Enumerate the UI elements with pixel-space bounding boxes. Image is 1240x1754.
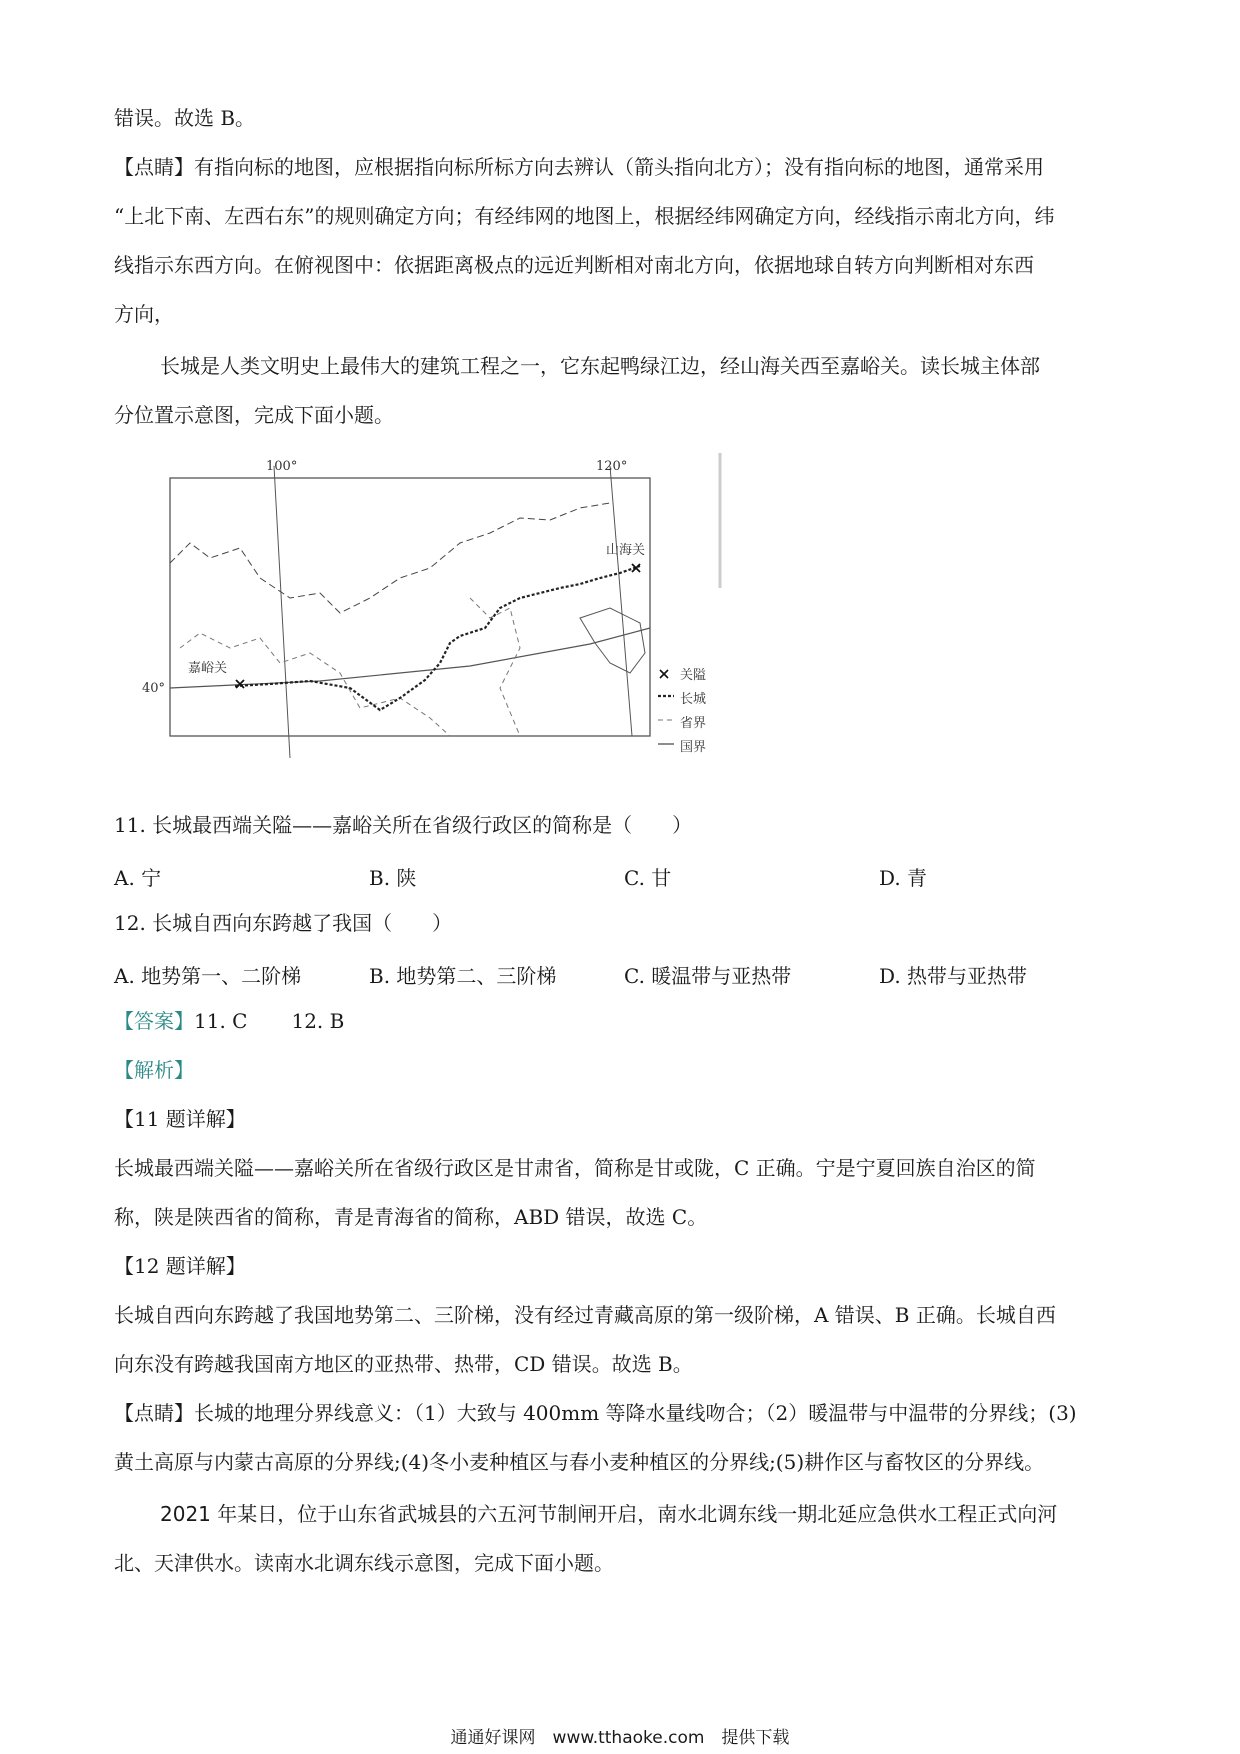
option-a: A. 宁 [114,866,162,890]
latitude-label: 40° [142,681,166,696]
answer-11: 11. C [194,1009,248,1033]
option-c: C. 暖温带与亚热带 [624,964,792,988]
great-wall-map [140,448,740,778]
detail-line: 向东没有跨越我国南方地区的亚热带、热带，CD 错误。故选 B。 [114,1352,693,1376]
tip-line: 方向， [114,302,174,326]
question-stem: 11. 长城最西端关隘——嘉峪关所在省级行政区的简称是（ ） [114,813,693,837]
map-frame [170,478,650,736]
province-border [180,633,450,736]
intro-line: 长城是人类文明史上最伟大的建筑工程之一，它东起鸭绿江边，经山海关西至嘉峪关。读长城主体部 [160,354,1040,378]
paragraph-line: 错误。故选 B。 [114,106,256,130]
legend-label: 长城 [680,692,707,707]
tip-line: 【点睛】长城的地理分界线意义：（1）大致与 400mm 等降水量线吻合；（2）暖温带与中温带的分界线；(3) [114,1401,1077,1425]
answer-12: 12. B [291,1009,345,1033]
tip-line: 黄土高原与内蒙古高原的分界线;(4)冬小麦种植区与春小麦种植区的分界线;(5)耕作区与畜牧区的分界线。 [114,1450,1045,1474]
detail-title: 【11 题详解】 [114,1107,246,1131]
intro-line: 北、天津供水。读南水北调东线示意图，完成下面小题。 [114,1551,614,1575]
question-stem: 12. 长城自西向东跨越了我国（ ） [114,911,453,935]
meridian-100 [274,466,290,758]
intro-line: 分位置示意图，完成下面小题。 [114,403,394,427]
place-label: 嘉峪关 [188,661,228,676]
intro-line: 2021 年某日，位于山东省武城县的六五河节制闸开启，南水北调东线一期北延应急供水工程正式向河 [160,1502,1058,1526]
detail-line: 称，陕是陕西省的简称，青是青海省的简称，ABD 错误，故选 C。 [114,1205,708,1229]
legend-pass-icon [660,670,668,678]
legend-label: 国界 [680,740,707,755]
longitude-label: 120° [596,459,628,474]
great-wall-line [235,566,640,710]
coastline [580,608,645,673]
legend-label: 关隘 [680,668,707,683]
latitude-40 [170,628,650,688]
analysis-label: 【解析】 [114,1058,194,1082]
option-d: D. 热带与亚热带 [879,964,1028,988]
answer-label: 【答案】 [114,1009,194,1033]
option-a: A. 地势第一、二阶梯 [114,964,302,988]
place-label: 山海关 [606,543,646,558]
meridian-120 [610,466,632,736]
detail-title: 【12 题详解】 [114,1254,246,1278]
detail-line: 长城自西向东跨越了我国地势第二、三阶梯，没有经过青藏高原的第一级阶梯，A 错误、B 正确。长城自西 [114,1303,1056,1327]
option-b: B. 陕 [369,866,417,890]
tip-line: 线指示东西方向。在俯视图中：依据距离极点的远近判断相对南北方向，依据地球自转方向判断相对东西 [114,253,1034,277]
longitude-label: 100° [266,459,298,474]
tip-line: 【点睛】有指向标的地图，应根据指向标所标方向去辨认（箭头指向北方）；没有指向标的地图，通常采用 [114,155,1044,179]
province-border [470,598,520,736]
national-border [170,503,610,613]
page-footer: 通通好课网 www.tthaoke.com 提供下载 [450,1728,790,1748]
pass-icon [236,680,244,688]
detail-line: 长城最西端关隘——嘉峪关所在省级行政区是甘肃省，简称是甘或陇，C 正确。宁是宁夏回族自治区的简 [114,1156,1036,1180]
option-d: D. 青 [879,866,928,890]
legend-label: 省界 [680,716,707,731]
option-b: B. 地势第二、三阶梯 [369,964,557,988]
tip-line: “上北下南、左西右东”的规则确定方向；有经纬网的地图上，根据经纬网确定方向，经线指示南北方向，纬 [114,204,1055,228]
answer-line [114,1009,344,1033]
option-c: C. 甘 [624,866,672,890]
